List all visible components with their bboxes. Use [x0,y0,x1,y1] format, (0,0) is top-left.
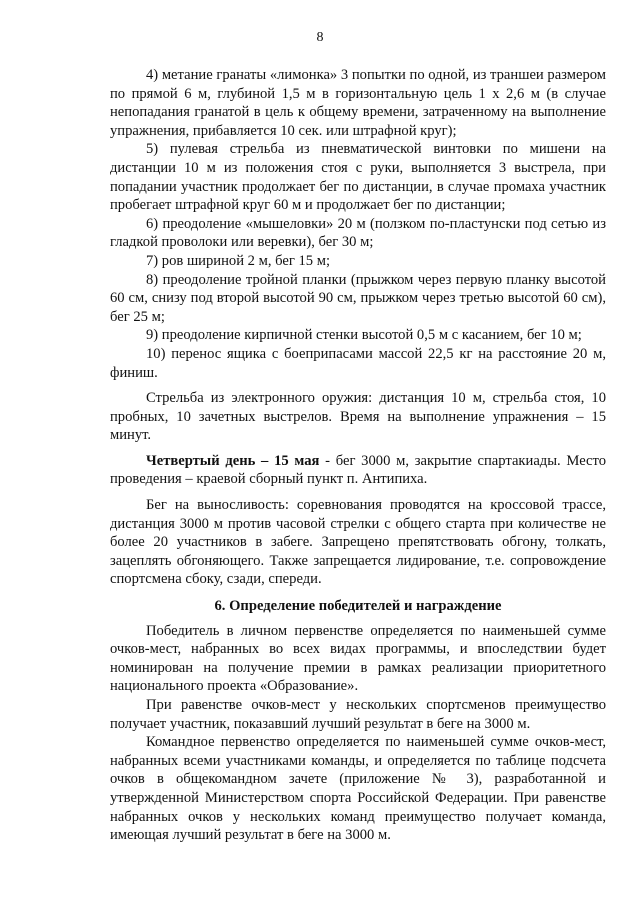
list-item-7: 7) ров шириной 2 м, бег 15 м; [146,252,331,269]
shooting-paragraph: Стрельба из электронного оружия: дистанция 10 м, стрельба стоя, 10 пробных, 10 зачетных выстрелов. Время на выполнение упражнения – 15 минут. [110,390,606,444]
list-item-8: 8) преодоление тройной планки (прыжком через первую планку высотой 60 см, снизу под второй высотой 90 см, прыжком через третью высотой 60 см), бег 25 м; [110,271,606,325]
winners-paragraph-1: Победитель в личном первенстве определяется по наименьшей сумме очков-мест, набранных во всех видах программы, и впоследствии будет номинирован на получение премии в рамках реализации приоритетного национального проекта «Образование». [110,622,606,695]
document-body [110,66,606,845]
day-four-text: - бег 3000 м, закрытие спартакиады. Место проведения – краевой сборный пункт п. Антипиха. [110,452,606,488]
list-item-9: 9) преодоление кирпичной стенки высотой 0,5 м с касанием, бег 10 м; [146,327,582,344]
day-four-lead: Четвертый день – 15 мая [146,452,320,469]
winners-paragraph-3: Командное первенство определяется по наименьшей сумме очков-мест, набранных всеми участниками команды, и определяется по таблице подсчета очков в общекомандном зачете (приложение № 3), разработанной и утвержденной Министерством спорта Российской Федерации. При равенстве набранных очков у нескольких команд преимущество получает команда, имеющая лучший результат в беге на 3000 м. [110,734,606,844]
list-item-5: 5) пулевая стрельба из пневматической винтовки по мишени на дистанции 10 м из положения стоя с руки, выполняется 3 выстрела, при попадании участник продолжает бег по дистанции, в случае промаха участник пробегает штрафной круг 60 м и продолжает бег по дистанции; [110,141,606,214]
endurance-paragraph: Бег на выносливость: соревнования проводятся на кроссовой трассе, дистанция 3000 м против часовой стрелки с общего старта при количестве не более 20 участников в забеге. Запрещено препятствовать обгону, толкать, зацеплять обгоняющего. Также запрещается лидирование, т.е. сопровождение спортсмена сбоку, сзади, спереди. [110,497,606,588]
list-item-10: 10) перенос ящика с боеприпасами массой 22,5 кг на расстояние 20 м, финиш. [110,345,606,381]
section-heading: 6. Определение победителей и награждение [214,598,502,615]
winners-paragraph-2: При равенстве очков-мест у нескольких спортсменов преимущество получает участник, показавший лучший результат в беге на 3000 м. [110,697,606,732]
list-item-4: 4) метание гранаты «лимонка» 3 попытки по одной, из траншеи размером по прямой 6 м, глубиной 1,5 м в горизонтальную цель 1 х 2,6 м (в случае непопадания гранатой в цель к общему времени, затраченному на выполнение упражнения, прибавляется 10 сек. или штрафной круг); [110,67,606,139]
page-number: 8 [316,30,324,45]
day-four-paragraph [110,452,606,489]
list-item-6: 6) преодоление «мышеловки» 20 м (ползком по-пластунски под сетью из гладкой проволоки или веревки), бег 30 м; [110,215,606,251]
